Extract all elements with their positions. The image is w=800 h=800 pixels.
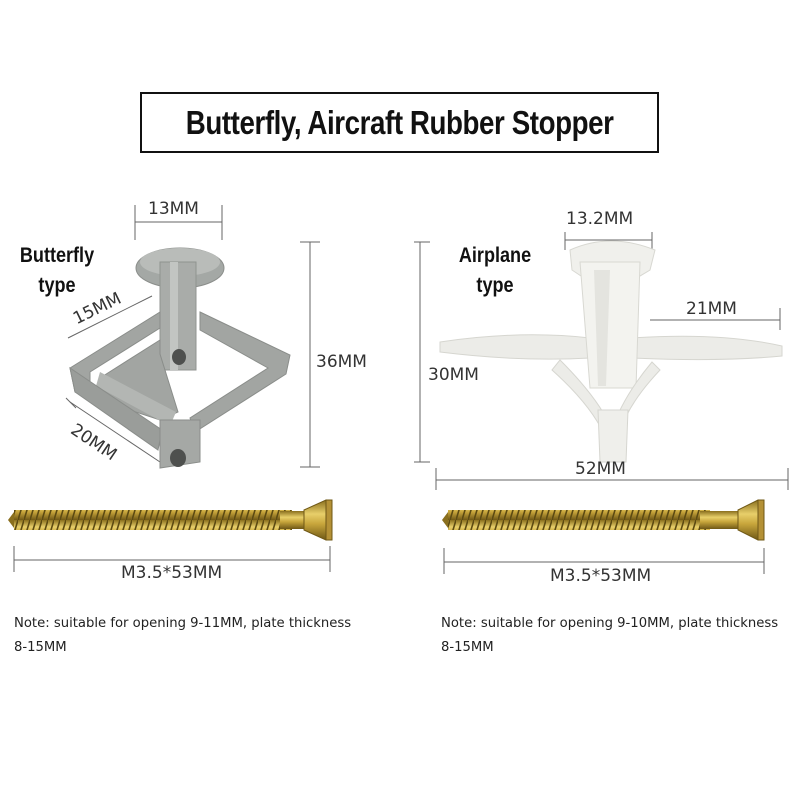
airplane-note-line2: 8-15MM (441, 640, 494, 655)
airplane-label-line1: Airplane (458, 244, 532, 267)
butterfly-label-line1: Butterfly (19, 244, 95, 267)
butterfly-screw-label: M3.5*53MM (121, 563, 223, 583)
airplane-note-line1: Note: suitable for opening 9-10MM, plate thickness (441, 616, 779, 631)
butterfly-type-label (18, 241, 95, 301)
butterfly-dim-bottom: 20MM (66, 420, 121, 466)
butterfly-dim-top: 13MM (148, 199, 199, 219)
butterfly-anchor (66, 205, 320, 468)
airplane-dim-top: 13.2MM (566, 209, 634, 229)
airplane-note (441, 612, 778, 660)
airplane-screw-label: M3.5*53MM (550, 566, 652, 586)
screw-right (442, 500, 764, 574)
butterfly-label-line2: type (38, 274, 76, 297)
butterfly-note-line2: 8-15MM (14, 640, 67, 655)
airplane-dim-height: 30MM (428, 365, 479, 385)
page-title: Butterfly, Aircraft Rubber Stopper (185, 103, 614, 141)
airplane-dim-wing: 21MM (686, 299, 737, 319)
butterfly-dim-height: 36MM (316, 352, 367, 372)
butterfly-note (14, 612, 351, 660)
airplane-label-line2: type (476, 274, 514, 297)
butterfly-note-line1: Note: suitable for opening 9-11MM, plate thickness (14, 616, 352, 631)
airplane-dim-width: 52MM (575, 459, 626, 479)
airplane-type-label (455, 241, 536, 301)
butterfly-dim-arm: 15MM (70, 288, 125, 329)
screw-left (8, 500, 332, 572)
